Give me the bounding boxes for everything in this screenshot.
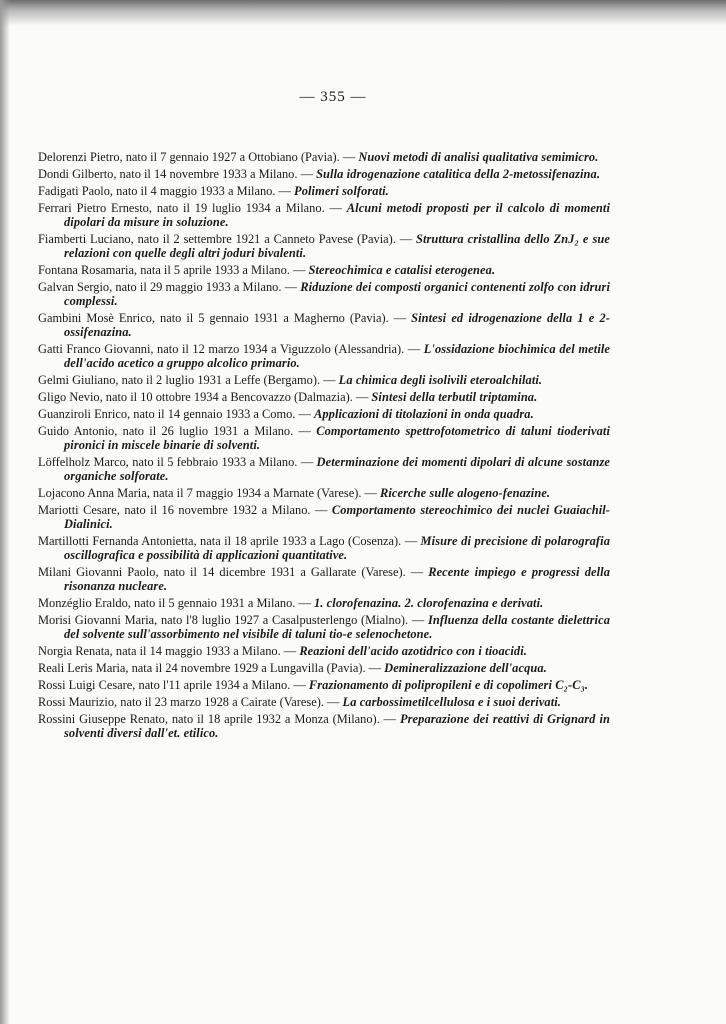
- scan-border-left: [0, 0, 10, 1024]
- list-item: [38, 661, 610, 675]
- list-item: [38, 534, 610, 562]
- entry-person: Galvan Sergio, nato il 29 maggio 1933 a Milano. —: [38, 280, 301, 294]
- entry-person: Milani Giovanni Paolo, nato il 14 dicembre 1931 a Gallarate (Varese). —: [38, 565, 429, 579]
- entry-thesis-title: Ricerche sulle alogeno-fenazine.: [380, 486, 551, 500]
- entry-person: Rossi Luigi Cesare, nato l'11 aprile 1934 a Milano. —: [38, 678, 309, 692]
- list-item: [38, 373, 610, 387]
- list-item: [38, 167, 610, 181]
- entry-person: Gligo Nevio, nato il 10 ottobre 1934 a Bencovazzo (Dalmazia). —: [38, 390, 372, 404]
- entry-thesis-title: Struttura cristallina dello ZnJ₂ e sue relazioni con quelle degli altri joduri bivalenti.: [64, 232, 610, 260]
- list-item: [38, 486, 610, 500]
- list-item: [38, 596, 610, 610]
- entry-thesis-title: Comportamento stereochimico dei nuclei Guaiachil-Dialinici.: [64, 503, 611, 531]
- entry-person: Löffelholz Marco, nato il 5 febbraio 1933 a Milano. —: [38, 455, 317, 469]
- entry-person: Rossi Maurizio, nato il 23 marzo 1928 a Cairate (Varese). —: [38, 695, 343, 709]
- list-item: [38, 407, 610, 421]
- scan-border-top: [0, 0, 726, 26]
- list-item: [38, 565, 610, 593]
- entry-thesis-title: Stereochimica e catalisi eterogenea.: [308, 263, 496, 277]
- entry-person: Gelmi Giuliano, nato il 2 luglio 1931 a Leffe (Bergamo). —: [38, 373, 339, 387]
- entry-thesis-title: La chimica degli isolivili eteroalchilati.: [338, 373, 543, 387]
- entry-person: Guido Antonio, nato il 26 luglio 1931 a Milano. —: [38, 424, 317, 438]
- list-item: [38, 342, 610, 370]
- entry-person: Monzéglio Eraldo, nato il 5 gennaio 1931 a Milano. —: [38, 596, 314, 610]
- entry-thesis-title: 1. clorofenazina. 2. clorofenazina e derivati.: [313, 596, 544, 610]
- entry-thesis-title: La carbossimetilcellulosa e i suoi derivati.: [342, 695, 562, 709]
- entry-thesis-title: Sintesi della terbutil triptamina.: [371, 390, 538, 404]
- list-item: [38, 263, 610, 277]
- entry-thesis-title: L'ossidazione biochimica del metile dell'acido acetico a gruppo alcolico primario.: [64, 342, 611, 370]
- entry-thesis-title: Riduzione dei composti organici contenenti zolfo con idruri complessi.: [64, 280, 610, 308]
- entry-person: Delorenzi Pietro, nato il 7 gennaio 1927 a Ottobiano (Pavia). —: [38, 150, 359, 164]
- list-item: [38, 311, 610, 339]
- entry-person: Mariotti Cesare, nato il 16 novembre 1932 a Milano. —: [38, 503, 332, 517]
- entry-person: Fontana Rosamaria, nata il 5 aprile 1933 a Milano. —: [38, 263, 309, 277]
- list-item: [38, 712, 610, 740]
- entry-thesis-title: Frazionamento di polipropileni e di copolimeri C₂-C₃.: [308, 678, 589, 692]
- entry-person: Reali Leris Maria, nata il 24 novembre 1929 a Lungavilla (Pavia). —: [38, 661, 385, 675]
- list-item: [38, 678, 610, 692]
- list-item: [38, 390, 610, 404]
- entry-thesis-title: Comportamento spettrofotometrico di taluni tioderivati pironici in miscele binarie di solventi.: [64, 424, 610, 452]
- entry-person: Rossini Giuseppe Renato, nato il 18 aprile 1932 a Monza (Milano). —: [38, 712, 400, 726]
- entry-thesis-title: Determinazione dei momenti dipolari di alcune sostanze organiche solforate.: [64, 455, 611, 483]
- entry-person: Dondi Gilberto, nato il 14 novembre 1933 a Milano. —: [38, 167, 317, 181]
- entry-thesis-title: Misure di precisione di polarografia oscillografica e possibilità di applicazioni quantitative.: [64, 534, 610, 562]
- list-item: [38, 232, 610, 260]
- entry-thesis-title: Nuovi metodi di analisi qualitativa semimicro.: [358, 150, 599, 164]
- list-item: [38, 695, 610, 709]
- entry-thesis-title: Influenza della costante dielettrica del solvente sull'assorbimento nel visibile di taluni tio-e selenochetone.: [64, 613, 610, 641]
- entry-thesis-title: Sulla idrogenazione catalitica della 2-metossifenazina.: [316, 167, 601, 181]
- entry-thesis-title: Sintesi ed idrogenazione della 1 e 2-ossifenazina.: [64, 311, 610, 339]
- thesis-list: [38, 150, 610, 743]
- entry-person: Guanziroli Enrico, nato il 14 gennaio 1933 a Como. —: [38, 407, 314, 421]
- list-item: [38, 455, 610, 483]
- entry-person: Lojacono Anna Maria, nata il 7 maggio 1934 a Marnate (Varese). —: [38, 486, 381, 500]
- list-item: [38, 503, 610, 531]
- entry-thesis-title: Applicazioni di titolazioni in onda quadra.: [313, 407, 534, 421]
- list-item: [38, 424, 610, 452]
- list-item: [38, 280, 610, 308]
- entry-person: Fadigati Paolo, nato il 4 maggio 1933 a Milano. —: [38, 184, 295, 198]
- list-item: [38, 201, 610, 229]
- entry-person: Martillotti Fernanda Antonietta, nata il 18 aprile 1933 a Lago (Cosenza). —: [38, 534, 421, 548]
- list-item: [38, 644, 610, 658]
- entry-thesis-title: Demineralizzazione dell'acqua.: [384, 661, 547, 675]
- entry-person: Gatti Franco Giovanni, nato il 12 marzo 1934 a Viguzzolo (Alessandria). —: [38, 342, 424, 356]
- entry-person: Fiamberti Luciano, nato il 2 settembre 1921 a Canneto Pavese (Pavia). —: [38, 232, 416, 246]
- entry-thesis-title: Preparazione dei reattivi di Grignard in solventi diversi dall'et. etilico.: [64, 712, 611, 740]
- list-item: [38, 150, 610, 164]
- entry-person: Gambini Mosè Enrico, nato il 5 gennaio 1931 a Magherno (Pavia). —: [38, 311, 412, 325]
- entry-thesis-title: Alcuni metodi proposti per il calcolo di momenti dipolari da misure in soluzione.: [64, 201, 610, 229]
- entry-person: Morisi Giovanni Maria, nato l'8 luglio 1927 a Casalpusterlengo (Mialno). —: [38, 613, 428, 627]
- entry-thesis-title: Polimeri solforati.: [294, 184, 389, 198]
- page-number: — 355 —: [299, 89, 367, 105]
- list-item: [38, 184, 610, 198]
- entry-thesis-title: Recente impiego e progressi della risonanza nucleare.: [64, 565, 610, 593]
- entry-person: Ferrari Pietro Ernesto, nato il 19 luglio 1934 a Milano. —: [38, 201, 347, 215]
- entry-thesis-title: Reazioni dell'acido azotidrico con i tioacidi.: [299, 644, 527, 658]
- entry-person: Norgia Renata, nata il 14 maggio 1933 a Milano. —: [38, 644, 300, 658]
- list-item: [38, 613, 610, 641]
